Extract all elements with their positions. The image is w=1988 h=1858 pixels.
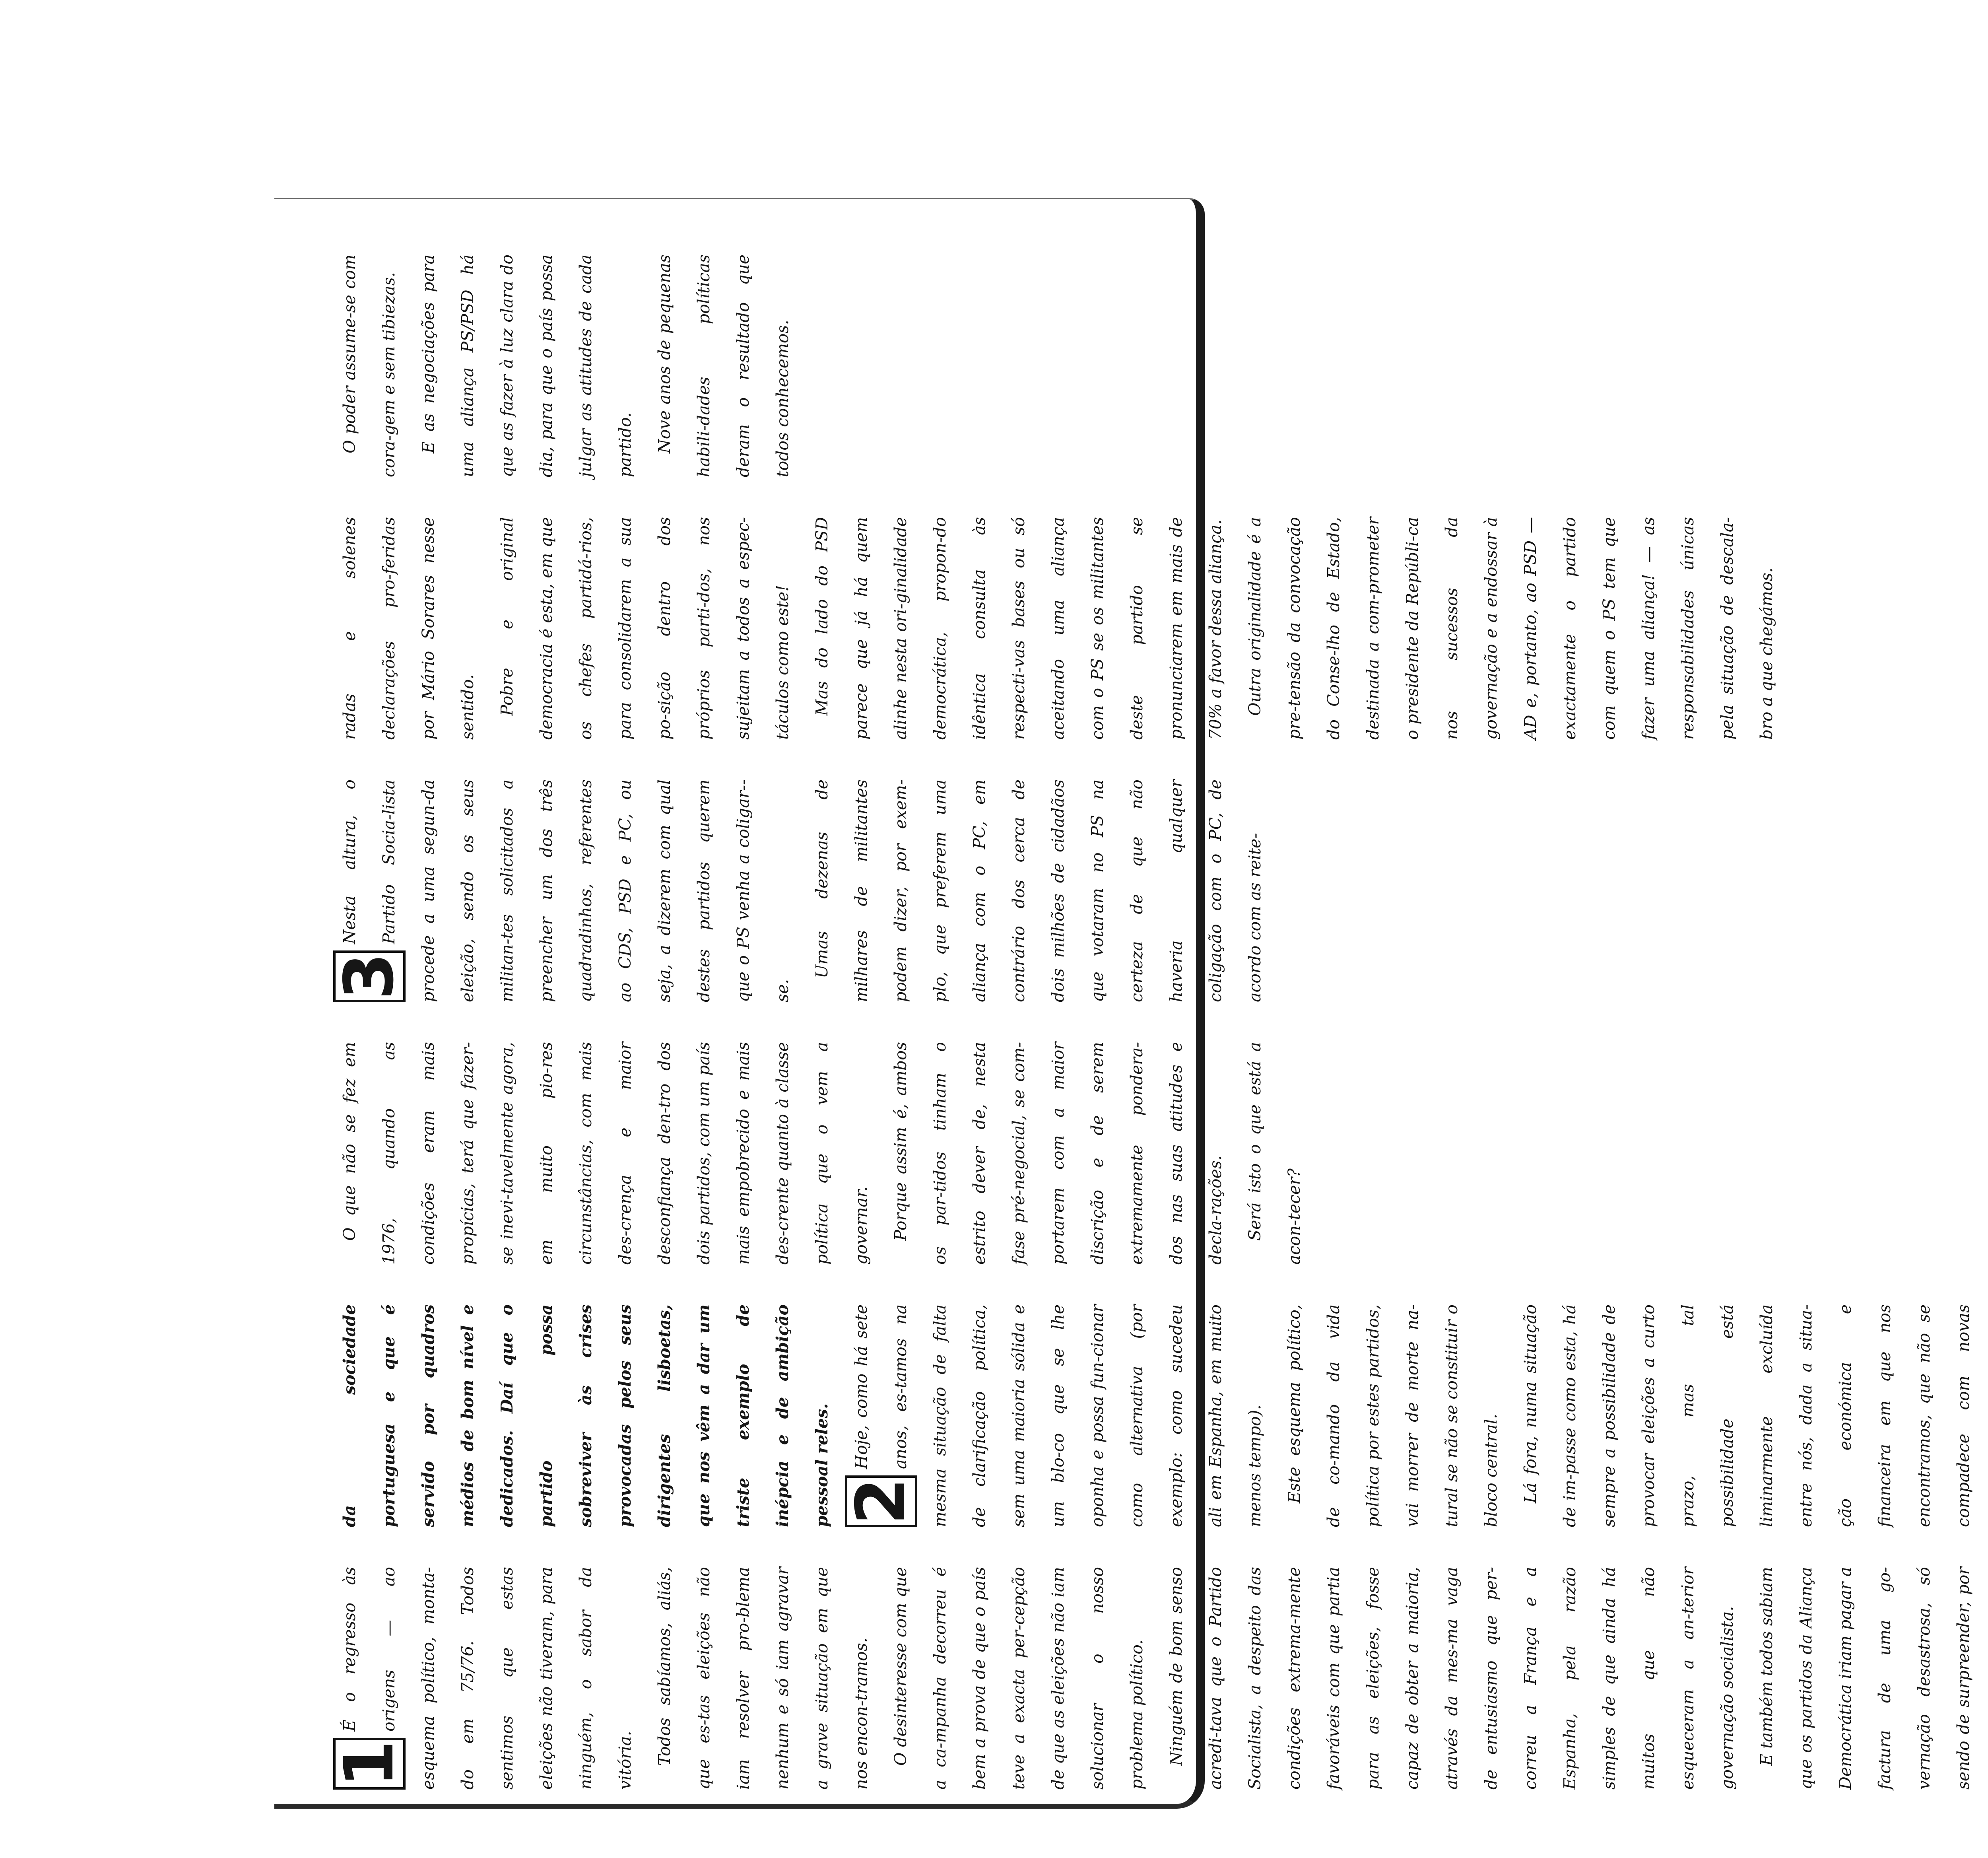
paragraph: É o regresso às origens — ao esquema político, monta-do em 75/76. Todos sentimos que estas eleições não tiveram, para ninguém, o sabor da vitória.: [340, 1567, 635, 1790]
paragraph: Hoje, como há sete anos, es-tamos na mesma situação de falta de clarificação política, sem uma maioria sólida e um blo-co que se lhe oponha e possa fun-cionar como alternativa (por exemplo: como sucedeu ali em Espanha, em muito menos tempo).: [852, 1304, 1264, 1527]
paragraph: Lá fora, numa situação de im-passe como esta, há sempre a possibilidade de provocar eleições a curto prazo, mas tal possibilidade está liminarmente excluída entre nós, dada a situa-ção económica e financeira em que nos encontramos, que não se compadece com novas: [1521, 1304, 1973, 1527]
paragraph: E as negociações para uma aliança PS/PSD há que as fazer à luz clara do dia, para que o país possa julgar as atitudes de cada partido.: [419, 255, 635, 477]
paragraph: Será isto o que está a acon-tecer?: [1245, 1042, 1304, 1265]
paragraph: E também todos sabiam que os partidos da Aliança Democrática iriam pagar a factura de uma go-vernação desastrosa, só sendo de surpreender, por: [1757, 1567, 1973, 1790]
paragraph: Ninguém de bom senso acredi-tava que o Partido Socialista, a despeito das condições extrema-mente favoráveis com que partia para as eleições, fosse capaz de obter a maioria, através da mes-ma vaga de entusiasmo que per-correu a França e a Espanha, pela razão simples de que ainda há muitos que não esqueceram a an-terior governação socialista.: [1167, 1567, 1737, 1790]
paragraph: Nove anos de pequenas habili-dades políticas deram o resultado que todos conhecemos.: [655, 255, 792, 477]
paragraph: Porque assim é, ambos os par-tidos tinham o estrito dever de, nesta fase pré-negocial, se com-portarem com a maior discrição e de serem extremamente pondera-dos nas suas atitudes e decla-rações.: [891, 1042, 1225, 1265]
column-2: [330, 1304, 1973, 1527]
section-number: 1: [333, 1738, 406, 1790]
newspaper-clipping: [330, 215, 1973, 1790]
paragraph: O desinteresse com que a ca-mpanha decorreu é bem a prova de que o país teve a exacta per-cepção de que as eleições não iam solucionar o nosso problema político.: [891, 1567, 1146, 1790]
paragraph: radas e solenes declarações pro-feridas por Mário Sorares nesse sentido.: [340, 517, 477, 740]
column-4: [330, 779, 1264, 1002]
paragraph: O poder assume-se com cora-gem e sem tibiezas.: [340, 255, 398, 477]
paragraph: Pobre e original democracia é esta, em que os chefes partidá-rios, para consolidarem a sua po-sição dentro dos próprios parti-dos, nos sujeitam a todos a espec-táculos como este!: [497, 517, 792, 740]
column-5: [330, 517, 1776, 740]
paragraph: Outra originalidade é a pre-tensão da convocação do Conse-lho de Estado, destinada a com-prometer o presidente da Repúbli-ca nos sucessos da governação e a endossar à AD e, portanto, ao PSD — exactamente o partido com quem o PS tem que fazer uma aliança! — as responsabilidades únicas pela situação de descala-bro a que chegámos.: [1245, 517, 1776, 740]
column-6: [330, 255, 1205, 477]
paragraph: O que não se fez em 1976, quando as condições eram mais propícias, terá que fazer-se inevi-tavelmente agora, em muito pio-res circunstâncias, com mais des-crença e maior desconfiança den-tro dos dois partidos, com um país mais empobrecido e mais des-crente quanto à classe política que o vem a governar.: [340, 1042, 871, 1265]
paragraph: Todos sabíamos, aliás, que es-tas eleições não iam resolver pro-blema nenhum e só iam agravar a grave situação em que nos encon-tramos.: [655, 1567, 871, 1790]
column-1: [330, 1567, 1973, 1790]
paragraph: da sociedade portuguesa e que é servido por quadros médios de bom nível e dedicados. Daí que o partido possa sobreviver às crises provocadas pelos seus dirigentes lisboetas, que nos vêm a dar um triste exemplo de inépcia e de ambição pessoal reles.: [340, 1304, 831, 1527]
column-3: [330, 1042, 1304, 1265]
section-number: 3: [333, 950, 406, 1002]
section-number: 2: [845, 1475, 917, 1527]
paragraph: Umas dezenas de milhares de militantes podem dizer, por exem-plo, que preferem uma aliança com o PC, em contrário dos cerca de dois milhões de cidadãos que votaram no PS na certeza de que não haveria qualquer coligação com o PC, de acordo com as reite-: [812, 779, 1264, 1002]
paragraph: Este esquema político, de co-mando da vida política por estes partidos, vai morrer de morte na-tural se não se constituir o bloco central.: [1285, 1304, 1501, 1527]
paragraph: Nesta altura, o Partido Socia-lista procede a uma segun-da eleição, sendo os seus militan-tes solicitados a preencher um dos três quadradinhos, referentes ao CDS, PSD e PC, ou seja, a dizerem com qual destes partidos querem que o PS venha a coligar--se.: [340, 779, 792, 1002]
paragraph: Mas do lado do PSD parece que já há quem alinhe nesta ori-ginalidade democrática, propon-do idêntica consulta às respecti-vas bases ou só aceitando uma aliança com o PS se os militantes deste partido se pronunciarem em mais de 70% a favor dessa aliança.: [812, 517, 1225, 740]
